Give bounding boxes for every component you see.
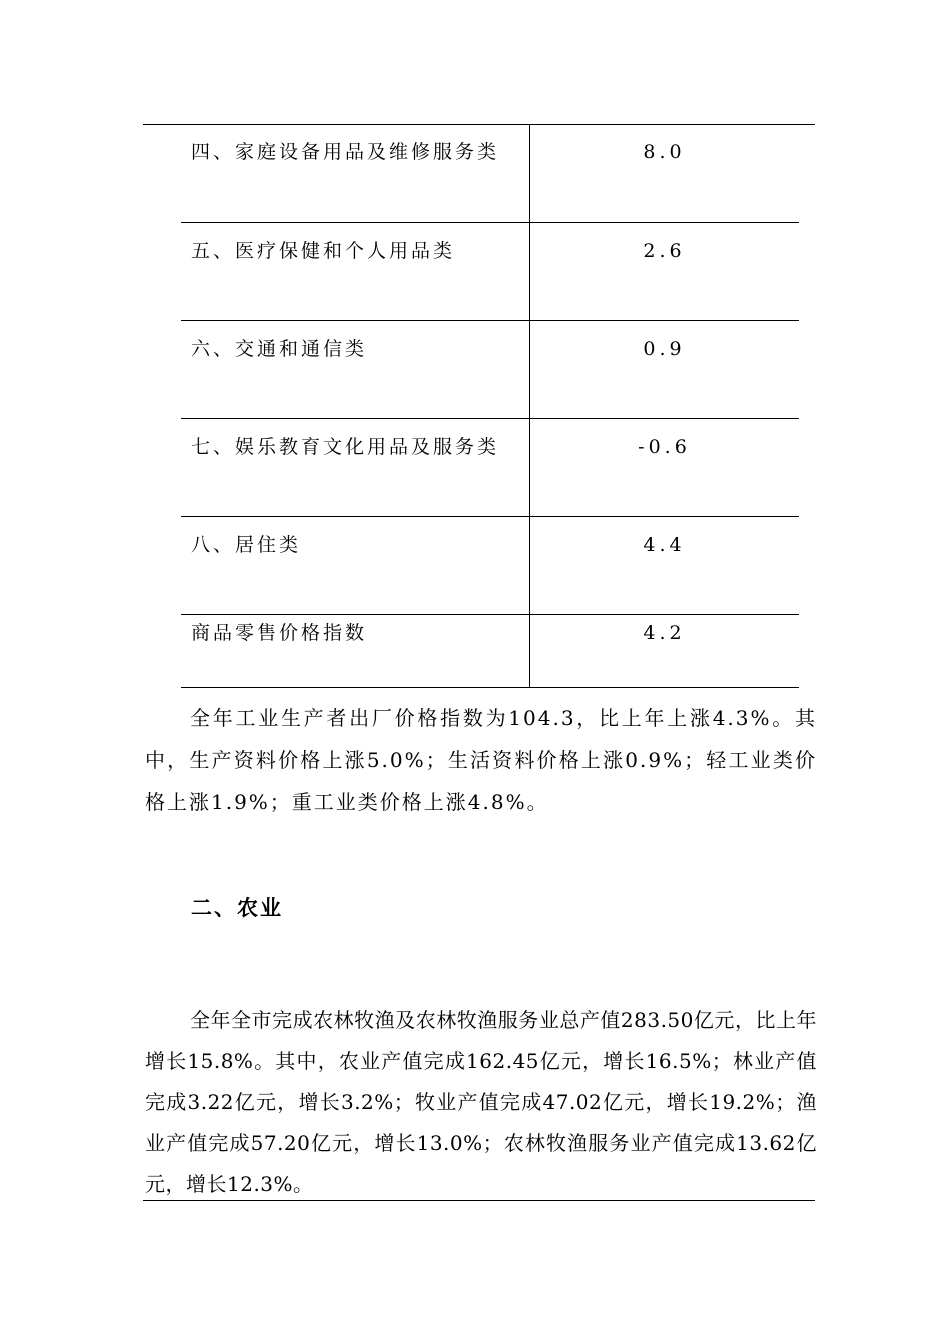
category-cell: 七、娱乐教育文化用品及服务类 [181, 418, 530, 516]
agriculture-output-paragraph: 全年全市完成农林牧渔及农林牧渔服务业总产值283.50亿元，比上年增长15.8%。其中，农业产值完成162.45亿元，增长16.5%；林业产值完成3.22亿元，增长3.2%；牧业产值完成47.02亿元，增长19.2%；渔业产值完成57.20亿元，增长13.0%；农林牧渔服务业产值完成13.62亿元，增长12.3%。 [145, 1008, 817, 1196]
table-row [181, 222, 799, 320]
category-cell: 商品零售价格指数 [181, 614, 530, 687]
table-row [181, 124, 799, 222]
table-row-total [181, 614, 799, 687]
value-cell: 0.9 [530, 320, 800, 418]
industry-price-paragraph: 全年工业生产者出厂价格指数为104.3，比上年上涨4.3%。其中，生产资料价格上涨5.0%；生活资料价格上涨0.9%；轻工业类价格上涨1.9%；重工业类价格上涨4.8%。 [145, 706, 817, 814]
value-cell: 4.4 [530, 516, 800, 614]
category-cell: 六、交通和通信类 [181, 320, 530, 418]
table-row [181, 516, 799, 614]
category-cell: 五、医疗保健和个人用品类 [181, 222, 530, 320]
table-row [181, 418, 799, 516]
value-cell: 8.0 [530, 124, 800, 222]
category-cell: 八、居住类 [181, 516, 530, 614]
value-cell: 4.2 [530, 614, 800, 687]
price-index-table [181, 124, 799, 688]
value-cell: -0.6 [530, 418, 800, 516]
table-row [181, 320, 799, 418]
value-cell: 2.6 [530, 222, 800, 320]
bottom-divider [143, 1200, 815, 1201]
category-cell: 四、家庭设备用品及维修服务类 [181, 124, 530, 222]
section-heading-agriculture: 二、农业 [191, 896, 283, 920]
